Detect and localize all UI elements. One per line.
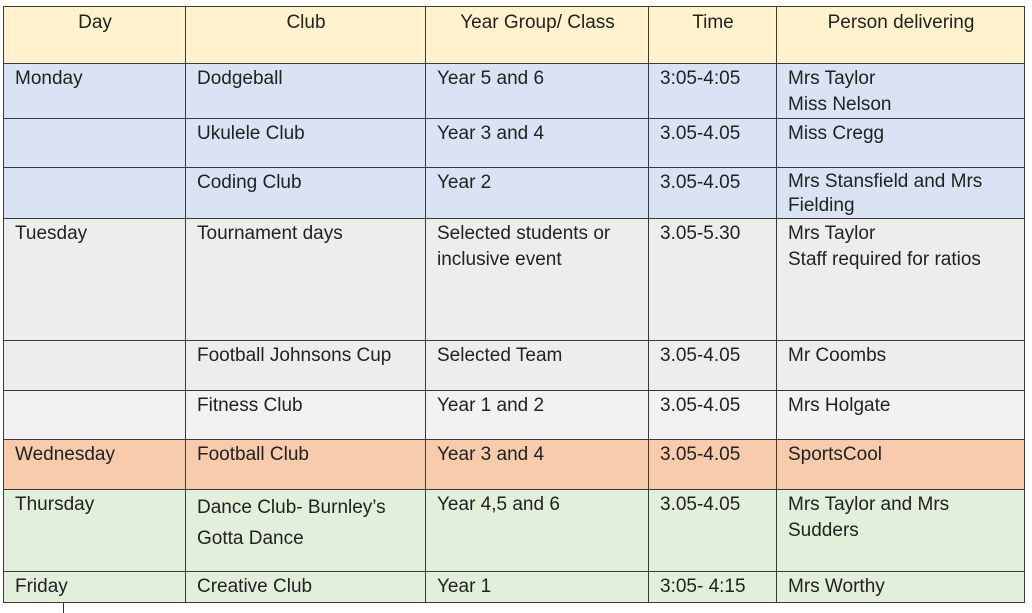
time-cell	[649, 572, 777, 603]
time-text: 3.05-4.05	[660, 123, 741, 144]
person-cell	[777, 572, 1025, 603]
club-text: Ukulele Club	[197, 123, 305, 144]
time-cell	[649, 391, 777, 440]
year-cell	[426, 391, 649, 440]
table-row	[4, 119, 1025, 168]
day-cell	[4, 168, 186, 219]
header-day: Day	[4, 7, 186, 64]
club-cell	[186, 572, 426, 603]
time-text: 3.05-4.05	[660, 345, 741, 366]
person-text: Miss Nelson	[788, 94, 892, 115]
year-cell	[426, 168, 649, 219]
year-text: Year 3 and 4	[437, 123, 545, 144]
text-cursor	[63, 602, 64, 613]
club-cell	[186, 64, 426, 119]
day-cell	[4, 64, 186, 119]
table-row	[4, 440, 1025, 490]
person-cell	[777, 440, 1025, 490]
table-row	[4, 490, 1025, 572]
year-text: Year 3 and 4	[437, 444, 545, 465]
time-cell	[649, 219, 777, 341]
day-text: Wednesday	[15, 444, 115, 465]
day-cell	[4, 391, 186, 440]
year-cell	[426, 341, 649, 391]
time-text: 3.05-4.05	[660, 172, 741, 193]
year-cell	[426, 119, 649, 168]
header-row	[4, 7, 1025, 64]
year-text: Year 5 and 6	[437, 68, 545, 89]
person-text: Mr Coombs	[788, 345, 887, 366]
person-text: Mrs Taylor and Mrs	[788, 494, 950, 515]
day-text: Friday	[15, 576, 68, 597]
club-cell	[186, 490, 426, 572]
person-cell	[777, 168, 1025, 219]
person-cell	[777, 391, 1025, 440]
day-text: Tuesday	[15, 223, 88, 244]
club-text: Creative Club	[197, 576, 313, 597]
time-cell	[649, 119, 777, 168]
club-cell	[186, 341, 426, 391]
year-text: inclusive event	[437, 249, 562, 270]
person-text: Mrs Holgate	[788, 395, 891, 416]
day-text: Thursday	[15, 494, 95, 515]
club-text: Dance Club- Burnley’s	[197, 497, 386, 518]
year-cell	[426, 64, 649, 119]
club-text: Football Club	[197, 444, 309, 465]
club-text: Dodgeball	[197, 68, 283, 89]
club-cell	[186, 391, 426, 440]
person-text: Sudders	[788, 520, 859, 541]
year-text: Selected students or	[437, 223, 611, 244]
club-schedule-table	[3, 6, 1025, 603]
table-row	[4, 64, 1025, 119]
day-cell	[4, 219, 186, 341]
year-cell	[426, 219, 649, 341]
club-cell	[186, 440, 426, 490]
person-text: Mrs Worthy	[788, 576, 885, 597]
club-text: Tournament days	[197, 223, 343, 244]
year-text: Year 4,5 and 6	[437, 494, 560, 515]
year-text: Year 2	[437, 172, 492, 193]
header-year-group: Year Group/ Class	[426, 7, 649, 64]
person-text: Miss Cregg	[788, 123, 885, 144]
person-cell	[777, 119, 1025, 168]
table-row	[4, 572, 1025, 603]
year-text: Year 1 and 2	[437, 395, 545, 416]
person-cell	[777, 64, 1025, 119]
person-text: Fielding	[788, 195, 855, 216]
time-cell	[649, 341, 777, 391]
year-cell	[426, 440, 649, 490]
header-club: Club	[186, 7, 426, 64]
day-cell	[4, 572, 186, 603]
table-row	[4, 391, 1025, 440]
time-cell	[649, 490, 777, 572]
person-cell	[777, 219, 1025, 341]
time-text: 3.05-5.30	[660, 223, 741, 244]
time-cell	[649, 440, 777, 490]
time-text: 3.05-4.05	[660, 494, 741, 515]
time-text: 3:05- 4:15	[660, 576, 746, 597]
person-text: Staff required for ratios	[788, 249, 981, 270]
time-text: 3:05-4:05	[660, 68, 741, 89]
day-cell	[4, 440, 186, 490]
person-text: SportsCool	[788, 444, 882, 465]
table-row	[4, 219, 1025, 341]
time-cell	[649, 64, 777, 119]
day-cell	[4, 490, 186, 572]
year-cell	[426, 572, 649, 603]
table-row	[4, 168, 1025, 219]
day-text: Monday	[15, 68, 83, 89]
header-person: Person delivering	[777, 7, 1025, 64]
day-cell	[4, 119, 186, 168]
year-text: Selected Team	[437, 345, 563, 366]
club-cell	[186, 219, 426, 341]
person-cell	[777, 341, 1025, 391]
year-cell	[426, 490, 649, 572]
person-cell	[777, 490, 1025, 572]
club-cell	[186, 168, 426, 219]
club-text: Coding Club	[197, 172, 302, 193]
club-text: Football Johnsons Cup	[197, 345, 392, 366]
table-row	[4, 341, 1025, 391]
person-text: Mrs Taylor	[788, 223, 876, 244]
time-text: 3.05-4.05	[660, 395, 741, 416]
club-text: Fitness Club	[197, 395, 303, 416]
time-cell	[649, 168, 777, 219]
year-text: Year 1	[437, 576, 492, 597]
person-text: Mrs Stansfield and Mrs	[788, 171, 983, 192]
club-text: Gotta Dance	[197, 528, 304, 549]
day-cell	[4, 341, 186, 391]
person-text: Mrs Taylor	[788, 68, 876, 89]
time-text: 3.05-4.05	[660, 444, 741, 465]
header-time: Time	[649, 7, 777, 64]
club-cell	[186, 119, 426, 168]
